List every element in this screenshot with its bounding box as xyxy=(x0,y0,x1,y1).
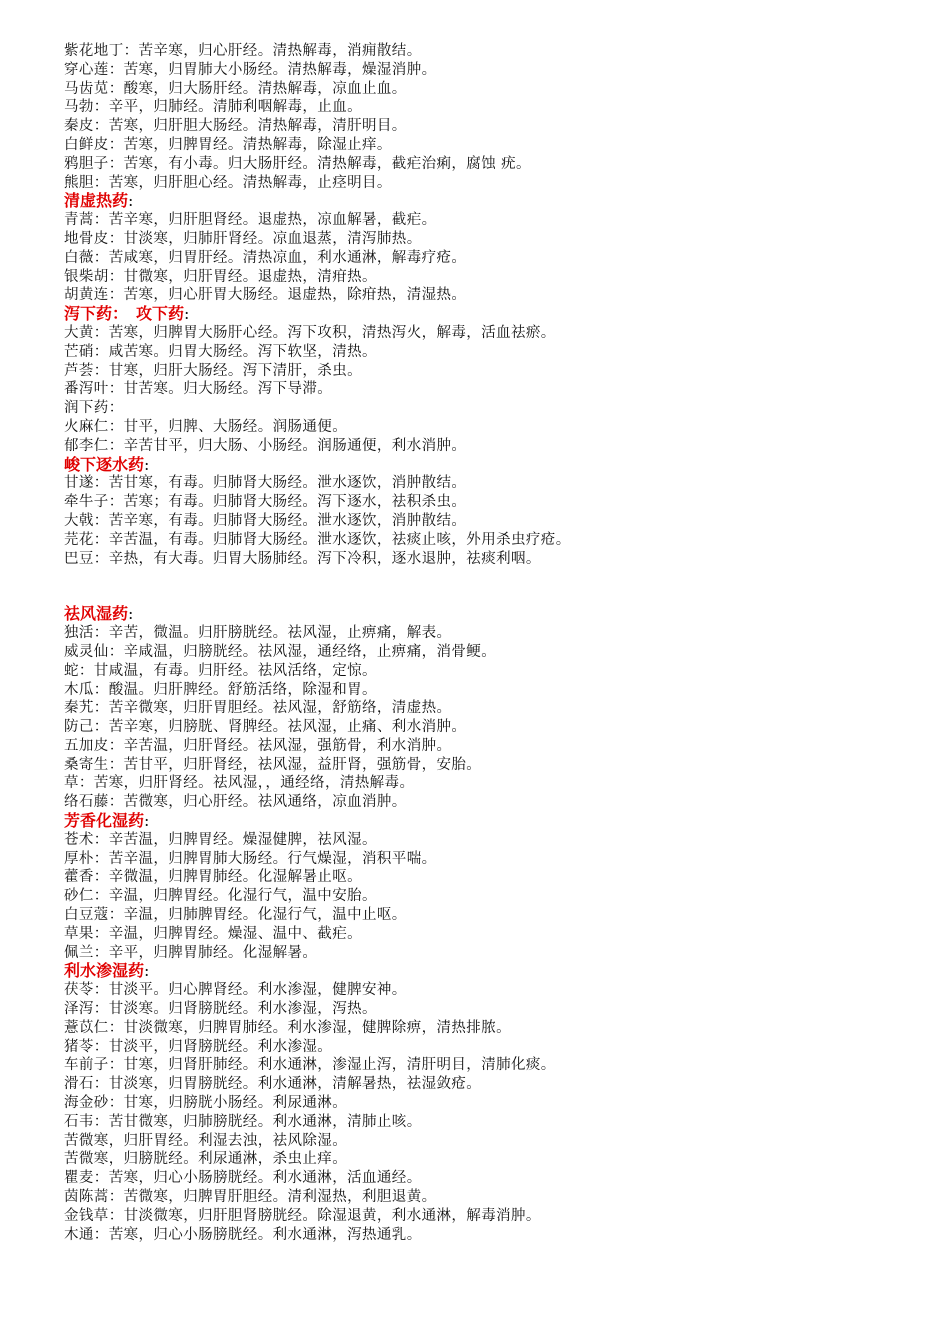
heading-colon: : xyxy=(128,191,134,211)
herb-line: 牵牛子：苦寒；有毒。归肺肾大肠经。泻下逐水，祛积杀虫。 xyxy=(64,494,467,511)
herb-line: 白豆蔻：辛温，归肺脾胃经。化湿行气，温中止呕。 xyxy=(64,907,407,924)
section-heading-text: 利水渗湿药 xyxy=(64,961,145,981)
herb-line: 苦微寒，归膀胱经。利尿通淋，杀虫止痒。 xyxy=(64,1151,348,1168)
herb-line: 五加皮：辛苦温，归肝肾经。祛风湿，强筋骨，利水消肿。 xyxy=(64,737,452,754)
section-dispel-wind-damp xyxy=(64,605,924,812)
herb-line: 草果：辛温，归脾胃经。燥湿、温中、截疟。 xyxy=(64,925,362,942)
herb-line: 芫花：辛苦温，有毒。归肺肾大肠经。泄水逐饮，祛痰止咳，外用杀虫疗疮。 xyxy=(64,531,571,548)
herb-line: 胡黄连：苦寒，归心肝胃大肠经。退虚热，除疳热，清湿热。 xyxy=(64,287,467,304)
heading-colon: : xyxy=(144,961,150,981)
herb-line: 芒硝：咸苦寒。归胃大肠经。泻下软坚，清热。 xyxy=(64,343,377,360)
herb-line: 藿香：辛微温，归脾胃肺经。化湿解暑止呕。 xyxy=(64,869,362,886)
herb-line: 鸦胆子：苦寒，有小毒。归大肠肝经。清热解毒，截疟治痢，腐蚀 疣。 xyxy=(64,155,531,172)
herb-line: 马勃：辛平，归肺经。清肺利咽解毒，止血。 xyxy=(64,99,362,116)
heading-colon: : xyxy=(128,604,134,624)
section-purgative xyxy=(64,305,924,455)
herb-line: 巴豆：辛热，有大毒。归胃大肠肺经。泻下冷积，逐水退肿，祛痰利咽。 xyxy=(64,550,541,567)
herb-line: 石韦：苦甘微寒，归肺膀胱经。利水通淋，清肺止咳。 xyxy=(64,1113,422,1130)
section-heading xyxy=(64,456,924,475)
herb-line: 紫花地丁：苦辛寒，归心肝经。清热解毒，消痈散结。 xyxy=(64,43,422,59)
section-heading-text: 峻下逐水药 xyxy=(64,454,145,474)
section-heading xyxy=(64,962,924,981)
herb-line: 番泻叶：甘苦寒。归大肠经。泻下导滞。 xyxy=(64,381,333,398)
herb-line: 润下药： xyxy=(64,400,124,417)
herb-line: 蛇：甘咸温，有毒。归肝经。祛风活络，定惊。 xyxy=(64,662,377,679)
herb-line: 大黄：苦寒，归脾胃大肠肝心经。泻下攻积，清热泻火，解毒，活血祛瘀。 xyxy=(64,324,556,341)
herb-line: 独活：辛苦，微温。归肝膀胱经。祛风湿，止痹痛，解表。 xyxy=(64,625,452,642)
herb-line: 泽泻：甘淡寒。归肾膀胱经。利水渗湿，泻热。 xyxy=(64,1001,377,1018)
section-clear-heat-detox xyxy=(64,42,924,192)
herb-line: 银柴胡：甘微寒，归肝胃经。退虚热，清疳热。 xyxy=(64,268,377,285)
herb-line: 郁李仁：辛苦甘平，归大肠、小肠经。润肠通便，利水消肿。 xyxy=(64,437,467,454)
herb-line: 木瓜：酸温。归肝脾经。舒筋活络，除湿和胃。 xyxy=(64,681,377,698)
herb-line: 穿心莲：苦寒，归胃肺大小肠经。清热解毒，燥湿消肿。 xyxy=(64,61,437,78)
heading-colon: : xyxy=(184,304,190,324)
section-clear-deficiency-heat xyxy=(64,192,924,305)
section-heading-text: 祛风湿药 xyxy=(64,604,129,624)
herb-line: 芦荟：甘寒，归肝大肠经。泻下清肝，杀虫。 xyxy=(64,362,362,379)
herb-line: 马齿苋：酸寒，归大肠肝经。清热解毒，凉血止血。 xyxy=(64,80,407,97)
herb-line: 车前子：甘寒，归肾肝肺经。利水通淋，渗湿止泻，清肝明目，清肺化痰。 xyxy=(64,1057,556,1074)
herb-line: 桑寄生：苦甘平，归肝肾经，祛风湿，益肝肾，强筋骨，安胎。 xyxy=(64,756,482,773)
herb-line: 草：苦寒，归肝肾经。祛风湿，，通经络，清热解毒。 xyxy=(64,775,415,792)
herb-line: 厚朴：苦辛温，归脾胃肺大肠经。行气燥湿，消积平喘。 xyxy=(64,850,437,867)
herb-line: 猪苓：甘淡平，归肾膀胱经。利水渗湿。 xyxy=(64,1038,333,1055)
herb-line: 薏苡仁：甘淡微寒，归脾胃肺经。利水渗湿，健脾除痹，清热排脓。 xyxy=(64,1019,511,1036)
section-heading xyxy=(64,305,924,324)
herb-line: 白鲜皮：苦寒，归脾胃经。清热解毒，除湿止痒。 xyxy=(64,136,392,153)
herb-line: 金钱草：甘淡微寒，归肝胆肾膀胱经。除湿退黄，利水通淋，解毒消肿。 xyxy=(64,1207,541,1224)
document-page xyxy=(64,42,924,1244)
herb-line: 秦皮：苦寒，归肝胆大肠经。清热解毒，清肝明目。 xyxy=(64,118,407,135)
herb-line: 滑石：甘淡寒，归胃膀胱经。利水通淋，清解暑热，祛湿敛疮。 xyxy=(64,1076,482,1093)
section-heading xyxy=(64,812,924,831)
herb-line: 大戟：苦辛寒，有毒。归肺肾大肠经。泄水逐饮，消肿散结。 xyxy=(64,512,467,529)
herb-line: 青蒿：苦辛寒，归肝胆肾经。退虚热，凉血解暑，截疟。 xyxy=(64,212,437,229)
heading-colon: : xyxy=(144,811,150,831)
section-diuretic-damp-draining xyxy=(64,962,924,1244)
herb-line: 海金砂：甘寒，归膀胱小肠经。利尿通淋。 xyxy=(64,1095,348,1112)
herb-line: 地骨皮：甘淡寒，归肺肝肾经。凉血退蒸，清泻肺热。 xyxy=(64,230,422,247)
herb-line: 苍术：辛苦温，归脾胃经。燥湿健脾，祛风湿。 xyxy=(64,831,377,848)
herb-line: 佩兰：辛平，归脾胃肺经。化湿解暑。 xyxy=(64,944,318,961)
herb-line: 威灵仙：辛咸温，归膀胱经。祛风湿，通经络，止痹痛，消骨鲠。 xyxy=(64,643,497,660)
herb-line: 火麻仁：甘平，归脾、大肠经。润肠通便。 xyxy=(64,418,348,435)
section-heading xyxy=(64,192,924,211)
herb-line: 茯苓：甘淡平。归心脾肾经。利水渗湿，健脾安神。 xyxy=(64,982,407,999)
herb-line: 甘遂：苦甘寒，有毒。归肺肾大肠经。泄水逐饮，消肿散结。 xyxy=(64,475,467,492)
section-heading-text: 芳香化湿药 xyxy=(64,811,145,831)
herb-line: 茵陈蒿：苦微寒，归脾胃肝胆经。清利湿热，利胆退黄。 xyxy=(64,1189,437,1206)
section-aromatic-damp-resolving xyxy=(64,812,924,962)
herb-line: 苦微寒，归肝胃经。利湿去浊，祛风除湿。 xyxy=(64,1132,348,1149)
herb-line: 秦艽：苦辛微寒，归肝胃胆经。祛风湿，舒筋络，清虚热。 xyxy=(64,700,452,717)
section-heading xyxy=(64,605,924,624)
section-drastic-water-expelling xyxy=(64,456,924,569)
herb-line: 木通：苦寒，归心小肠膀胱经。利水通淋，泻热通乳。 xyxy=(64,1226,422,1243)
section-heading-text: 清虚热药 xyxy=(64,191,129,211)
section-heading-text: 泻下药： 攻下药 xyxy=(64,304,185,324)
herb-line: 防己：苦辛寒，归膀胱、肾脾经。祛风湿，止痛、利水消肿。 xyxy=(64,719,467,736)
herb-line: 瞿麦：苦寒，归心小肠膀胱经。利水通淋，活血通经。 xyxy=(64,1170,422,1187)
herb-line: 砂仁：辛温，归脾胃经。化湿行气，温中安胎。 xyxy=(64,888,377,905)
herb-line: 白薇：苦咸寒，归胃肝经。清热凉血，利水通淋，解毒疗疮。 xyxy=(64,249,467,266)
heading-colon: : xyxy=(144,454,150,474)
herb-line: 熊胆：苦寒，归肝胆心经。清热解毒，止痉明目。 xyxy=(64,174,392,191)
herb-line: 络石藤：苦微寒，归心肝经。祛风通络，凉血消肿。 xyxy=(64,794,407,811)
section-spacer xyxy=(64,568,924,605)
